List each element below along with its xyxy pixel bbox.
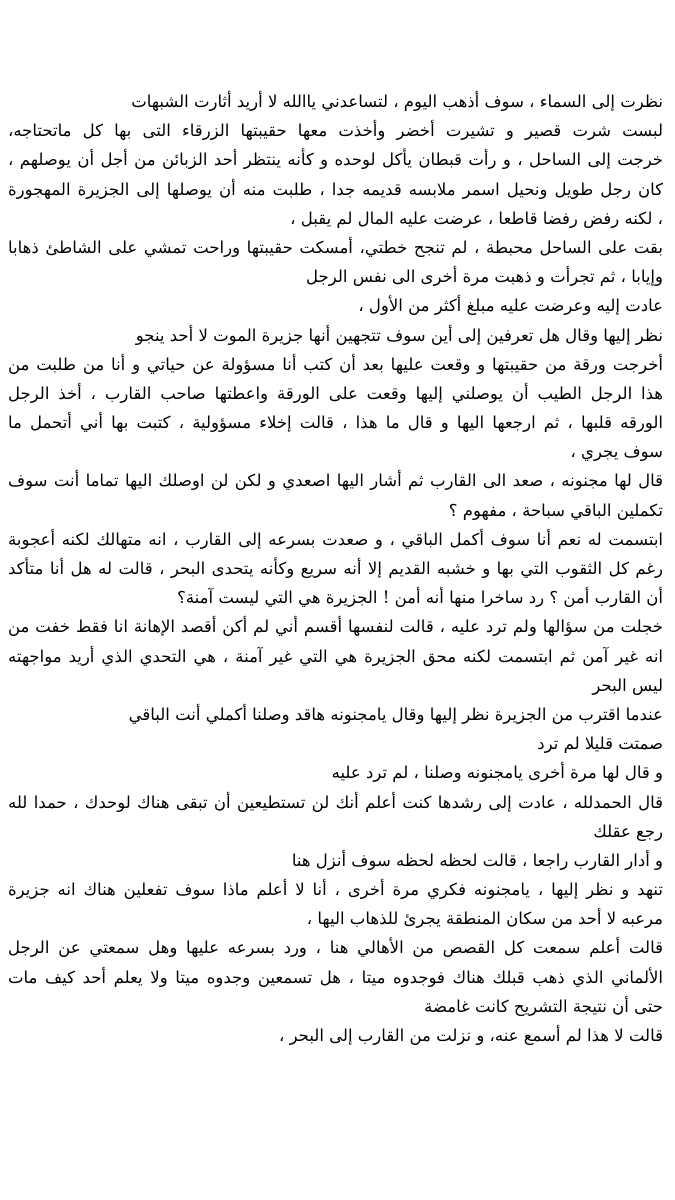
text-line: خجلت من سؤالها ولم ترد عليه ، قالت لنفسها أقسم أني لم أكن أقصد الإهانة انا فقط خفت من bbox=[8, 617, 663, 637]
text-line: انه غير آمن ثم ابتسمت لكنه محق الجزيرة هي التي غير آمنة ، هي التحدي الذي أريد مواجهته bbox=[8, 646, 663, 666]
text-line: حتى أن نتيجة التشريح كانت غامضة bbox=[424, 996, 663, 1016]
text-line: نظر إليها وقال هل تعرفين إلى أين سوف تتجهين أنها جزيرة الموت لا أحد ينجو bbox=[135, 325, 663, 345]
text-line: ، لكنه رفض رفضا قاطعا ، عرضت عليه المال لم يقبل ، bbox=[290, 208, 663, 228]
text-line: ابتسمت له نعم أنا سوف أكمل الباقي ، و صعدت بسرعه إلى القارب ، انه متهالك لكنه أعجوبة bbox=[8, 529, 663, 549]
text-line: بقت على الساحل محبطة ، لم تنجح خطتي، أمسكت حقيبتها وراحت تمشي على الشاطئ ذهابا bbox=[8, 237, 663, 257]
text-line: قال لها مجنونه ، صعد الى القارب ثم أشار اليها اصعدي و لكن لن اوصلك اليها تماما أنت سوف bbox=[8, 471, 663, 491]
text-line: خرجت إلى الساحل ، و رأت قبطان يأكل لوحده و كأنه ينتظر أحد الزبائن من أجل أن يوصلهم ، bbox=[8, 150, 663, 170]
text-line: وإيابا ، ثم تجرأت و ذهبت مرة أخرى الى نفس الرجل bbox=[306, 267, 663, 287]
text-line: الألماني الذي ذهب قبلك هناك فوجدوه ميتا ، هل تسمعين وجدوه ميتا ولا يعلم أحد كيف مات bbox=[8, 967, 663, 987]
text-line: رجع عقلك bbox=[593, 821, 663, 841]
text-line: كان رجل طويل ونحيل اسمر ملابسه قديمه جدا ، طلبت منه أن يوصلها إلى الجزيرة المهجورة bbox=[8, 179, 663, 199]
text-line: قالت أعلم سمعت كل القصص من الأهالي هنا ، ورد بسرعه عليها وهل سمعتي عن الرجل bbox=[8, 938, 663, 958]
text-line: رغم كل الثقوب التي بها و خشبه القديم إلا أنه سريع وكأنه يتحدى البحر ، قالت له هل أنا متأكد bbox=[8, 559, 663, 578]
text-line: و قال لها مرة أخرى يامجنونه وصلنا ، لم ترد عليه bbox=[331, 763, 663, 783]
document-page bbox=[0, 87, 675, 1050]
text-line: أن القارب أمن ؟ رد ساخرا منها أنه أمن ! الجزيرة هي التي ليست آمنة؟ bbox=[177, 588, 663, 608]
text-line: قالت لا هذا لم أسمع عنه، و نزلت من القارب إلى البحر ، bbox=[279, 1026, 663, 1045]
text-line: لبست شرت قصير و تشيرت أخضر وأخذت معها حقيبتها الزرقاء التى بها كل ماتحتاجه، bbox=[8, 121, 663, 141]
text-line: تكملين الباقي سباحة ، مفهوم ؟ bbox=[448, 500, 663, 520]
text-line: تنهد و نظر إليها ، يامجنونه فكري مرة أخرى ، أنا لا أعلم ماذا سوف تفعلين هناك انه جزيرة bbox=[8, 880, 663, 900]
text-line: صمتت قليلا لم ترد bbox=[537, 734, 663, 754]
text-line: أخرجت ورقة من حقيبتها و وقعت عليها بعد أن كتب أنا مسؤولة عن حياتي و أنا من طلبت من bbox=[8, 354, 663, 374]
text-line: سوف يجري ، bbox=[570, 442, 663, 462]
text-line: عندما اقترب من الجزيرة نظر إليها وقال يامجنونه هاقد وصلنا أكملي أنت الباقي bbox=[128, 704, 663, 724]
text-line: هذا الرجل الطيب أن يوصلني إليها وقعت على الورقة واعطتها صاحب القارب ، أخذ الرجل bbox=[8, 383, 663, 403]
text-line: مرعبه لا أحد من سكان المنطقة يجرئ للذهاب اليها ، bbox=[306, 909, 663, 929]
text-line: نظرت إلى السماء ، سوف أذهب اليوم ، لتساعدني ياالله لا أريد أثارت الشبهات bbox=[131, 92, 663, 111]
text-line: ليس البحر bbox=[592, 675, 663, 695]
text-line: عادت إليه وعرضت عليه مبلغ أكثر من الأول ، bbox=[358, 296, 663, 316]
text-line: قال الحمدلله ، عادت إلى رشدها كنت أعلم أنك لن تستطيعين أن تبقى هناك لوحدك ، حمدا لله bbox=[8, 792, 663, 812]
text-line: و أدار القارب راجعا ، قالت لحظه لحظه سوف أنزل هنا bbox=[291, 850, 663, 870]
text-line: الورقه قلبها ، ثم ارجعها اليها و قال ما هذا ، قالت إخلاء مسؤولية ، كتبت بها أني أتحمل ما bbox=[8, 413, 663, 433]
